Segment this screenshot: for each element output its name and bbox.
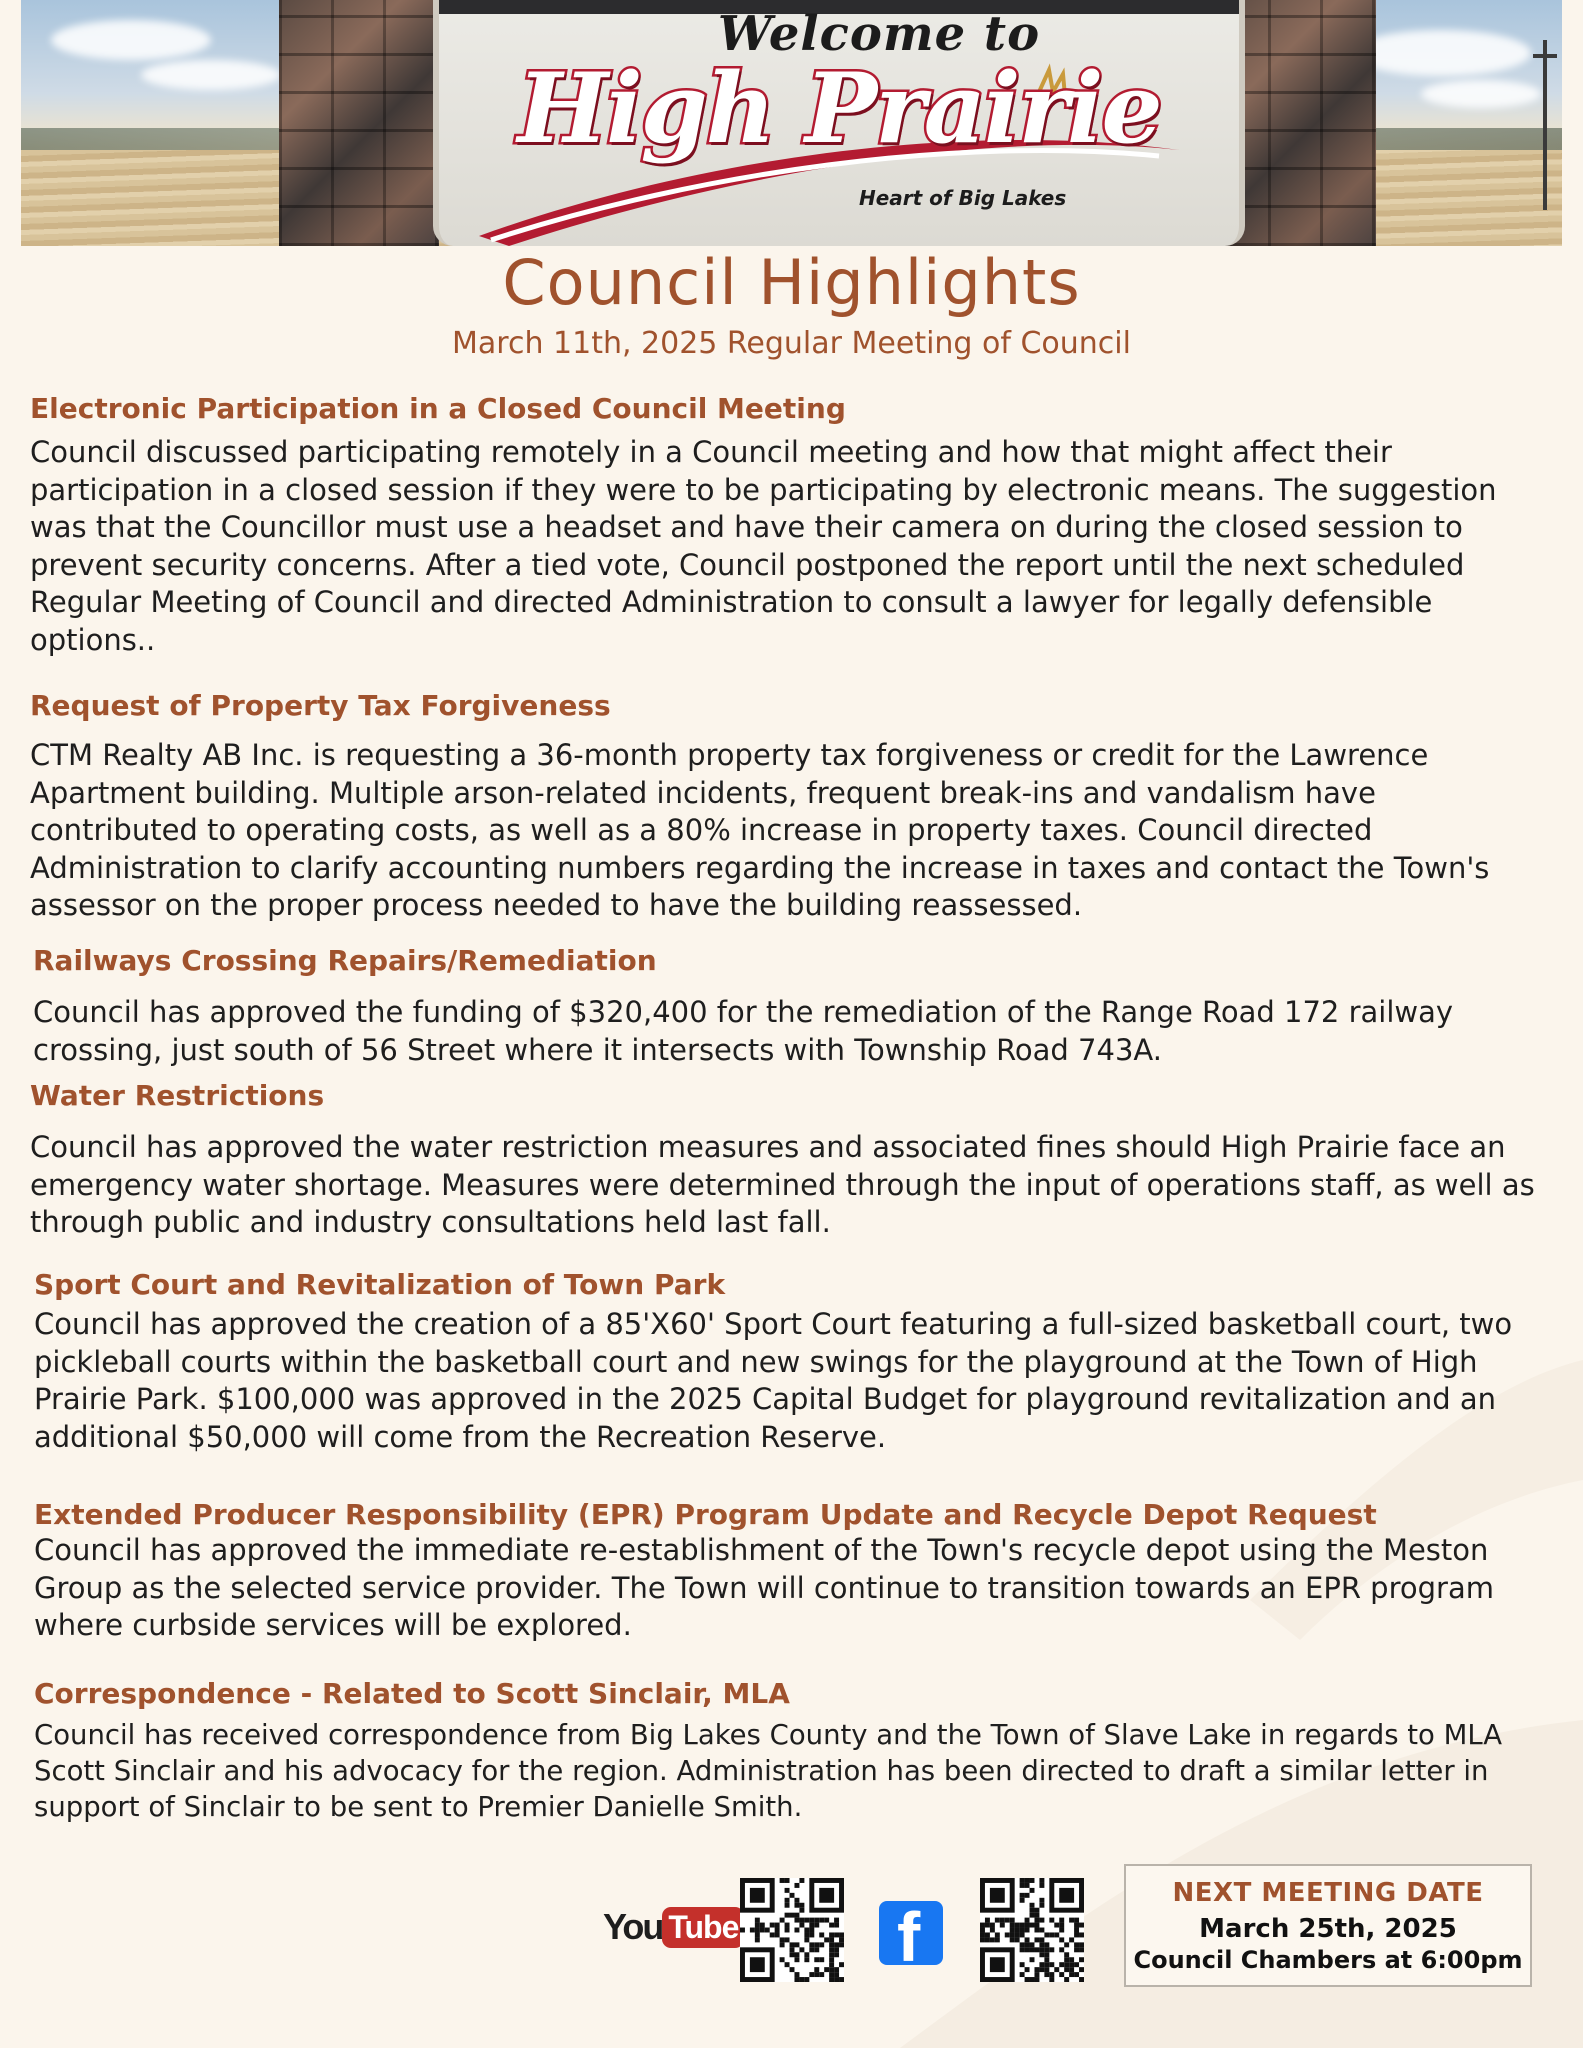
header-banner-photo bbox=[21, 0, 1562, 246]
next-meeting-location: Council Chambers at 6:00pm bbox=[1133, 1946, 1523, 1974]
page-subtitle: March 11th, 2025 Regular Meeting of Council bbox=[452, 326, 1131, 361]
section-heading: Water Restrictions bbox=[30, 1079, 325, 1112]
facebook-icon[interactable] bbox=[879, 1898, 943, 1976]
youtube-qr-code-icon[interactable] bbox=[740, 1878, 844, 1982]
section-heading: Electronic Participation in a Closed Council Meeting bbox=[30, 392, 846, 425]
welcome-text: Welcome to bbox=[717, 6, 1041, 62]
stone-pillar-left bbox=[279, 0, 439, 246]
section-correspondence bbox=[34, 1677, 1554, 1825]
section-electronic-participation bbox=[30, 392, 1550, 659]
high-prairie-logo-text: High Prairie bbox=[517, 52, 1161, 165]
section-heading: Sport Court and Revitalization of Town Park bbox=[34, 1268, 726, 1301]
section-body: Council has approved the immediate re-establishment of the Town's recycle depot using the Meston Group as the selected service provider. The Town will continue to transition towards an EPR program where curbside services will be explored. bbox=[34, 1533, 1494, 1642]
facebook-qr-code-icon[interactable] bbox=[980, 1878, 1084, 1982]
section-heading: Railways Crossing Repairs/Remediation bbox=[33, 944, 657, 977]
section-body: CTM Realty AB Inc. is requesting a 36-month property tax forgiveness or credit for the Lawrence Apartment building. Multiple arson-related incidents, frequent break-ins and vandalism have contributed to operating costs, as well as a 80% increase in property taxes. Council directed Administration to clarify accounting numbers regarding the increase in taxes and contact the Town's assessor on the proper process needed to have the building reassessed. bbox=[30, 738, 1490, 922]
section-body: Council discussed participating remotely in a Council meeting and how that might affect their participation in a closed session if they were to be participating by electronic means. The suggestion was that the Councillor must use a headset and have their camera on during the closed session to prevent security concerns. After a tied vote, Council postponed the report until the next scheduled Regular Meeting of Council and directed Administration to consult a lawyer for legally defensible options.. bbox=[30, 435, 1497, 657]
section-body: Council has approved the water restriction measures and associated fines should High Prairie face an emergency water shortage. Measures were determined through the input of operations staff, as well as through public and industry consultations held last fall. bbox=[30, 1130, 1535, 1239]
section-body: Council has received correspondence from Big Lakes County and the Town of Slave Lake in regards to MLA Scott Sinclair and his advocacy for the region. Administration has been directed to draft a similar letter in support of Sinclair to be sent to Premier Danielle Smith. bbox=[34, 1719, 1503, 1823]
section-body: Council has approved the funding of $320,400 for the remediation of the Range Road 172 railway crossing, just south of 56 Street where it intersects with Township Road 743A. bbox=[33, 995, 1454, 1067]
next-meeting-date: March 25th, 2025 bbox=[1199, 1914, 1457, 1944]
section-railway-crossing bbox=[33, 944, 1553, 1069]
next-meeting-box bbox=[1124, 1864, 1532, 1987]
welcome-sign bbox=[433, 0, 1245, 246]
utility-pole bbox=[1543, 40, 1547, 210]
section-heading: Request of Property Tax Forgiveness bbox=[30, 689, 611, 722]
youtube-tube-text: Tube bbox=[662, 1907, 744, 1948]
section-water-restrictions bbox=[30, 1079, 1550, 1242]
section-property-tax bbox=[30, 689, 1550, 925]
sign-tagline: Heart of Big Lakes bbox=[859, 186, 1067, 210]
next-meeting-heading: NEXT MEETING DATE bbox=[1172, 1878, 1484, 1908]
section-body: Council has approved the creation of a 85'X60' Sport Court featuring a full-sized basketball court, two pickleball courts within the basketball court and new swings for the playground at the Town of High Prairie Park. $100,000 was approved in the 2025 Capital Budget for playground revitalization and an additional $50,000 will come from the Recreation Reserve. bbox=[34, 1307, 1513, 1454]
facebook-f-glyph: f bbox=[897, 1898, 921, 1976]
section-heading: Correspondence - Related to Scott Sinclair, MLA bbox=[34, 1677, 790, 1710]
section-heading: Extended Producer Responsibility (EPR) Program Update and Recycle Depot Request bbox=[34, 1498, 1377, 1531]
youtube-you-text: You bbox=[603, 1906, 663, 1947]
section-epr-program bbox=[34, 1498, 1554, 1645]
section-sport-court bbox=[34, 1268, 1554, 1456]
page-title: Council Highlights bbox=[502, 246, 1081, 319]
youtube-icon[interactable] bbox=[603, 1906, 744, 1956]
